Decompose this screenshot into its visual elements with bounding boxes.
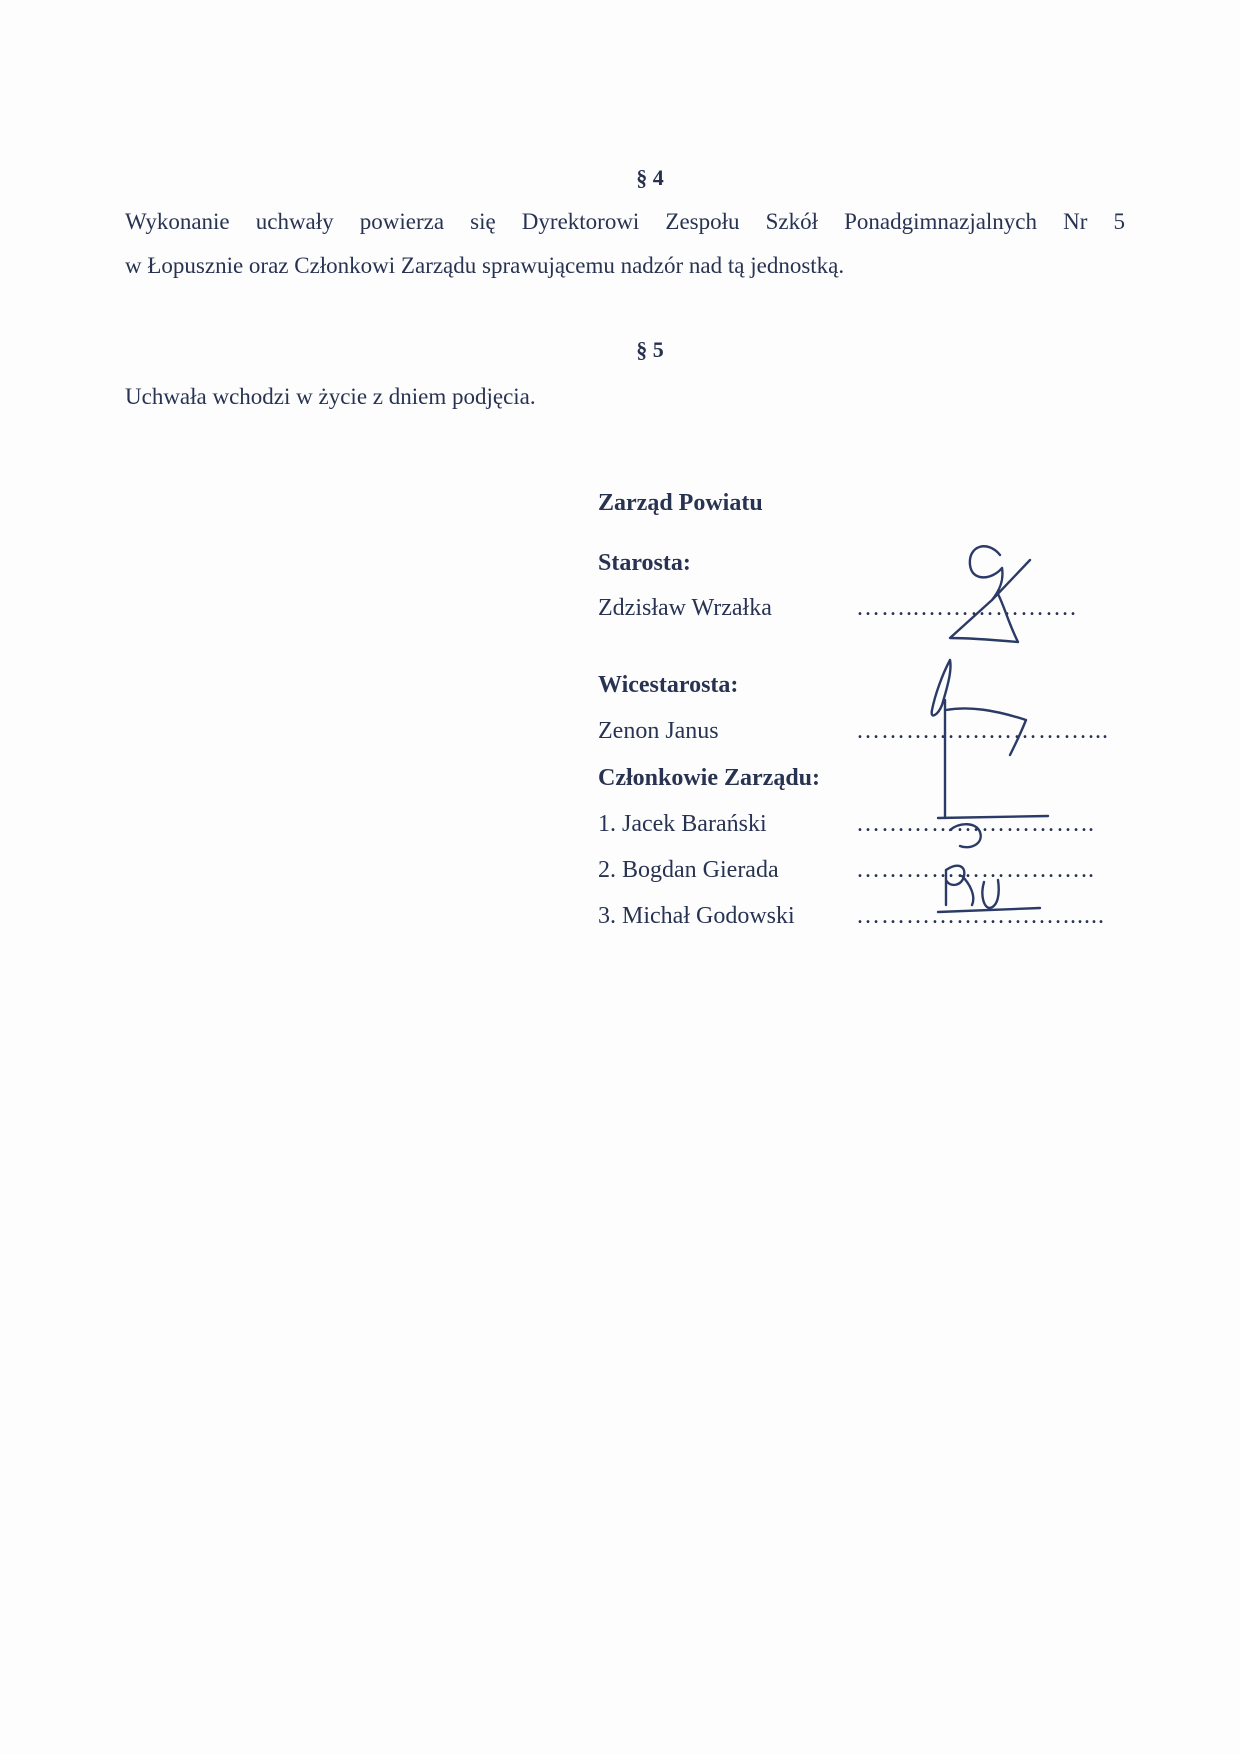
- member-2-signature: [946, 866, 999, 908]
- wicestarosta-name: Zenon Janus: [598, 718, 719, 744]
- wicestarosta-signature-line: …………….…………...: [856, 718, 1109, 744]
- starosta-label: Starosta:: [598, 550, 691, 576]
- wicestarosta-signature: [932, 660, 1026, 818]
- member-name: 3. Michał Godowski: [598, 903, 795, 929]
- section-4-line-1: Wykonanie uchwały powierza się Dyrektorowi Zespołu Szkół Ponadgimnazjalnych Nr 5: [125, 209, 1125, 234]
- section-4-paragraph: [125, 200, 1125, 288]
- section-5-paragraph: Uchwała wchodzi w życie z dniem podjęcia.: [125, 384, 536, 409]
- starosta-name: Zdzisław Wrzałka: [598, 595, 772, 621]
- section-4-line-2: w Łopusznie oraz Członkowi Zarządu sprawującemu nadzór nad tą jednostką.: [125, 253, 845, 278]
- member-signature-line: ………………….…......: [856, 903, 1105, 929]
- member-signature-line: ………………………..: [856, 811, 1095, 837]
- section-4-mark: § 4: [636, 165, 664, 190]
- starosta-signature-line: ……..……………….: [856, 595, 1077, 621]
- member-name: 1. Jacek Barański: [598, 811, 767, 837]
- starosta-signature: [950, 546, 1030, 642]
- handwritten-signatures: [880, 510, 1120, 950]
- wicestarosta-label: Wicestarosta:: [598, 672, 739, 698]
- members-label: Członkowie Zarządu:: [598, 765, 820, 791]
- section-5-mark: § 5: [636, 337, 664, 362]
- member-name: 2. Bogdan Gierada: [598, 857, 779, 883]
- board-heading: Zarząd Powiatu: [598, 490, 763, 516]
- member-1-signature: [938, 816, 1048, 818]
- member-signature-line: ………………………..: [856, 857, 1095, 883]
